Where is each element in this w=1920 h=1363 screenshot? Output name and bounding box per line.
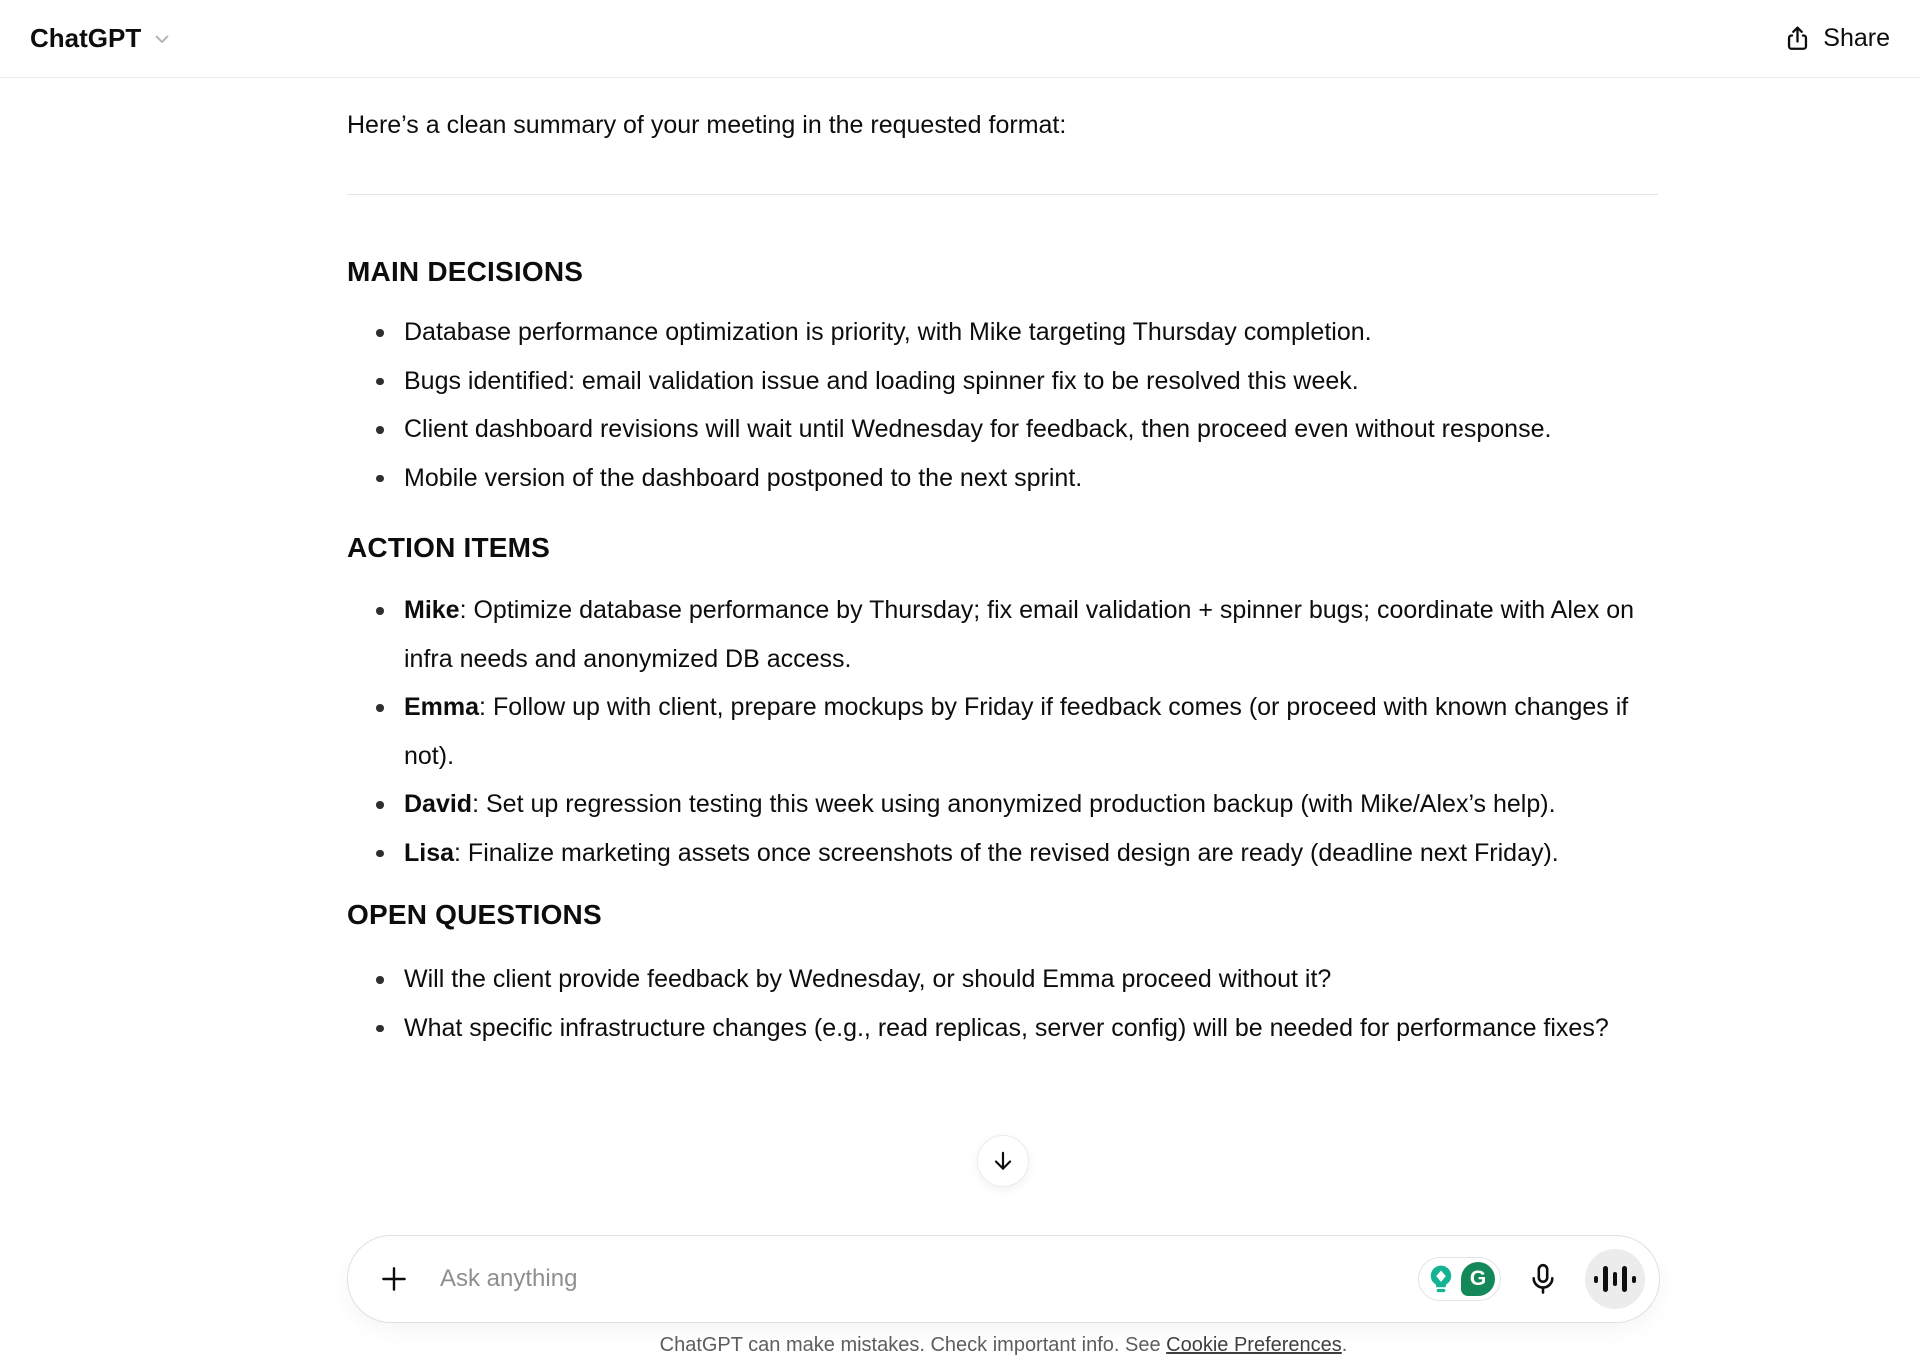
section-heading-main-decisions: MAIN DECISIONS [347,256,584,287]
share-label: Share [1823,24,1890,52]
assistant-message [347,78,1658,1052]
list-item [347,780,1658,829]
chevron-down-icon [152,29,172,49]
disclaimer-suffix: . [1341,1334,1348,1356]
scroll-to-bottom-button[interactable] [977,1135,1029,1187]
message-intro: Here’s a clean summary of your meeting in the requested format: [347,111,1067,139]
main-decisions-list [347,308,1658,502]
list-item: Bugs identified: email validation issue and loading spinner fix to be resolved this week. [347,357,1658,406]
lightbulb-icon[interactable] [1424,1262,1458,1296]
assignee-name: Mike [404,596,460,624]
microphone-icon [1525,1261,1561,1297]
grammarly-widget[interactable] [1418,1257,1501,1301]
action-items-list [347,586,1658,877]
app-title: ChatGPT [30,23,142,53]
disclaimer [347,1334,1660,1357]
list-item: What specific infrastructure changes (e.g., read replicas, server config) will be needed for performance fixes? [347,1004,1658,1053]
assignee-name: David [404,790,473,818]
list-item [347,683,1658,780]
model-switcher[interactable] [30,23,172,54]
item-text: : Set up regression testing this week using anonymized production backup (with Mike/Alex’s help). [472,790,1556,818]
divider [347,194,1658,195]
list-item [347,829,1658,878]
disclaimer-text: ChatGPT can make mistakes. Check important info. See [659,1334,1167,1356]
voice-waveform-icon [1594,1266,1637,1292]
dictate-button[interactable] [1525,1261,1561,1297]
list-item: Database performance optimization is priority, with Mike targeting Thursday completion. [347,308,1658,357]
voice-mode-button[interactable] [1585,1249,1645,1309]
share-icon [1783,24,1812,53]
section-heading-action-items: ACTION ITEMS [347,532,551,563]
composer-actions [1418,1249,1645,1309]
section-heading-open-questions: OPEN QUESTIONS [347,899,602,930]
list-item [347,586,1658,683]
assignee-name: Lisa [404,838,455,867]
grammarly-g-icon[interactable]: G [1461,1262,1495,1296]
cookie-preferences-link[interactable]: Cookie Preferences [1166,1334,1342,1356]
plus-icon [377,1262,411,1296]
list-item: Mobile version of the dashboard postponed to the next sprint. [347,454,1658,503]
assignee-name: Emma [404,693,480,721]
header [0,0,1920,78]
list-item: Will the client provide feedback by Wednesday, or should Emma proceed without it? [347,955,1658,1004]
open-questions-list [347,955,1658,1052]
share-button[interactable] [1783,24,1890,53]
message-input[interactable] [438,1264,1418,1294]
item-text: : Optimize database performance by Thursday; fix email validation + spinner bugs; coordinate with Alex on infra needs and anonymized DB access. [404,596,1635,673]
arrow-down-icon [990,1148,1016,1174]
attach-button[interactable] [370,1255,418,1303]
list-item: Client dashboard revisions will wait until Wednesday for feedback, then proceed even without response. [347,405,1658,454]
item-text: : Follow up with client, prepare mockups by Friday if feedback comes (or proceed with known changes if not). [404,693,1629,770]
item-text: : Finalize marketing assets once screenshots of the revised design are ready (deadline next Friday). [454,838,1559,867]
composer [347,1235,1660,1323]
